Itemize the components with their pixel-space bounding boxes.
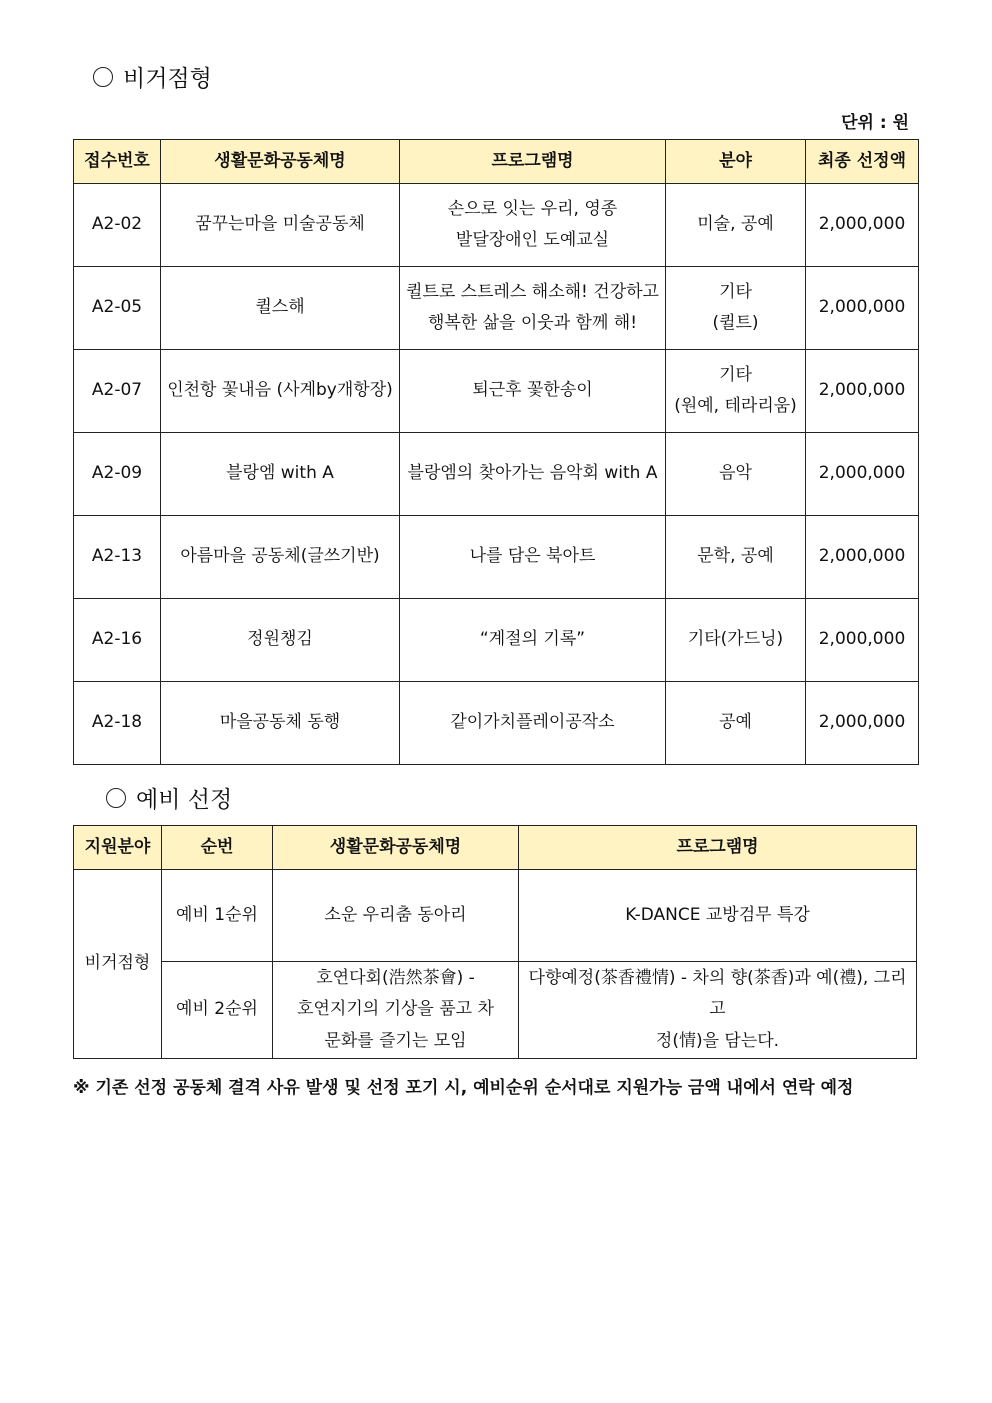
- circle-bullet-icon: [93, 67, 113, 87]
- community-cell: 퀼스해: [161, 267, 400, 350]
- amount-cell: 2,000,000: [806, 350, 919, 433]
- program-cell: 퀼트로 스트레스 해소해! 건강하고 행복한 삶을 이웃과 함께 해!: [400, 267, 666, 350]
- field-cell: 미술, 공예: [666, 184, 806, 267]
- header-cell: 프로그램명: [400, 140, 666, 184]
- section-title-reserve: [106, 781, 232, 814]
- program-cell: 퇴근후 꽃한송이: [400, 350, 666, 433]
- table-row: [74, 184, 919, 267]
- community-cell: 정원챙김: [161, 599, 400, 682]
- reserve-table: [73, 825, 917, 1059]
- footnote: ※ 기존 선정 공동체 결격 사유 발생 및 선정 포기 시, 예비순위 순서대로 지원가능 금액 내에서 연락 예정: [73, 1078, 854, 1098]
- community-cell: 인천항 꽃내음 (사계by개항장): [161, 350, 400, 433]
- field-cell: 기타 (원예, 테라리움): [666, 350, 806, 433]
- table-row: [74, 599, 919, 682]
- header-cell: 생활문화공동체명: [273, 826, 519, 870]
- program-cell: K-DANCE 교방검무 특강: [519, 870, 917, 962]
- program-cell: “계절의 기록”: [400, 599, 666, 682]
- header-cell: 프로그램명: [519, 826, 917, 870]
- field-cell: 기타 (퀼트): [666, 267, 806, 350]
- rank-cell: 예비 2순위: [162, 962, 273, 1059]
- id-cell: A2-13: [74, 516, 161, 599]
- community-cell: 꿈꾸는마을 미술공동체: [161, 184, 400, 267]
- field-cell: 음악: [666, 433, 806, 516]
- rank-cell: 예비 1순위: [162, 870, 273, 962]
- id-cell: A2-09: [74, 433, 161, 516]
- section-title-text: 예비 선정: [136, 787, 233, 813]
- amount-cell: 2,000,000: [806, 433, 919, 516]
- amount-cell: 2,000,000: [806, 184, 919, 267]
- community-cell: 아름마을 공동체(글쓰기반): [161, 516, 400, 599]
- id-cell: A2-02: [74, 184, 161, 267]
- table-row: [74, 516, 919, 599]
- field-cell: 공예: [666, 682, 806, 765]
- program-cell: 손으로 잇는 우리, 영종 발달장애인 도예교실: [400, 184, 666, 267]
- id-cell: A2-07: [74, 350, 161, 433]
- amount-cell: 2,000,000: [806, 682, 919, 765]
- field-cell: 기타(가드닝): [666, 599, 806, 682]
- table-row: [74, 350, 919, 433]
- community-cell: 소운 우리춤 동아리: [273, 870, 519, 962]
- selection-table: [73, 139, 919, 765]
- program-cell: 같이가치플레이공작소: [400, 682, 666, 765]
- header-cell: 최종 선정액: [806, 140, 919, 184]
- table-row: [74, 870, 917, 962]
- header-cell: 지원분야: [74, 826, 162, 870]
- table-row: [74, 962, 917, 1059]
- category-cell: 비거점형: [74, 870, 162, 1059]
- field-cell: 문학, 공예: [666, 516, 806, 599]
- program-cell: 나를 담은 북아트: [400, 516, 666, 599]
- table-row: [74, 267, 919, 350]
- id-cell: A2-05: [74, 267, 161, 350]
- community-cell: 호연다회(浩然茶會) - 호연지기의 기상을 품고 차 문화를 즐기는 모임: [273, 962, 519, 1059]
- id-cell: A2-16: [74, 599, 161, 682]
- section-title-nonbase: [93, 60, 212, 93]
- table-header-row: [74, 826, 917, 870]
- program-cell: 다향예정(茶香禮情) - 차의 향(茶香)과 예(禮), 그리고 정(情)을 담는다.: [519, 962, 917, 1059]
- table-row: [74, 433, 919, 516]
- table-row: [74, 682, 919, 765]
- program-cell: 블랑엠의 찾아가는 음악회 with A: [400, 433, 666, 516]
- table-header-row: [74, 140, 919, 184]
- header-cell: 분야: [666, 140, 806, 184]
- community-cell: 블랑엠 with A: [161, 433, 400, 516]
- amount-cell: 2,000,000: [806, 599, 919, 682]
- unit-label: 단위 : 원: [841, 113, 909, 133]
- header-cell: 접수번호: [74, 140, 161, 184]
- amount-cell: 2,000,000: [806, 267, 919, 350]
- header-cell: 생활문화공동체명: [161, 140, 400, 184]
- community-cell: 마을공동체 동행: [161, 682, 400, 765]
- id-cell: A2-18: [74, 682, 161, 765]
- circle-bullet-icon: [106, 788, 126, 808]
- header-cell: 순번: [162, 826, 273, 870]
- section-title-text: 비거점형: [123, 66, 212, 92]
- amount-cell: 2,000,000: [806, 516, 919, 599]
